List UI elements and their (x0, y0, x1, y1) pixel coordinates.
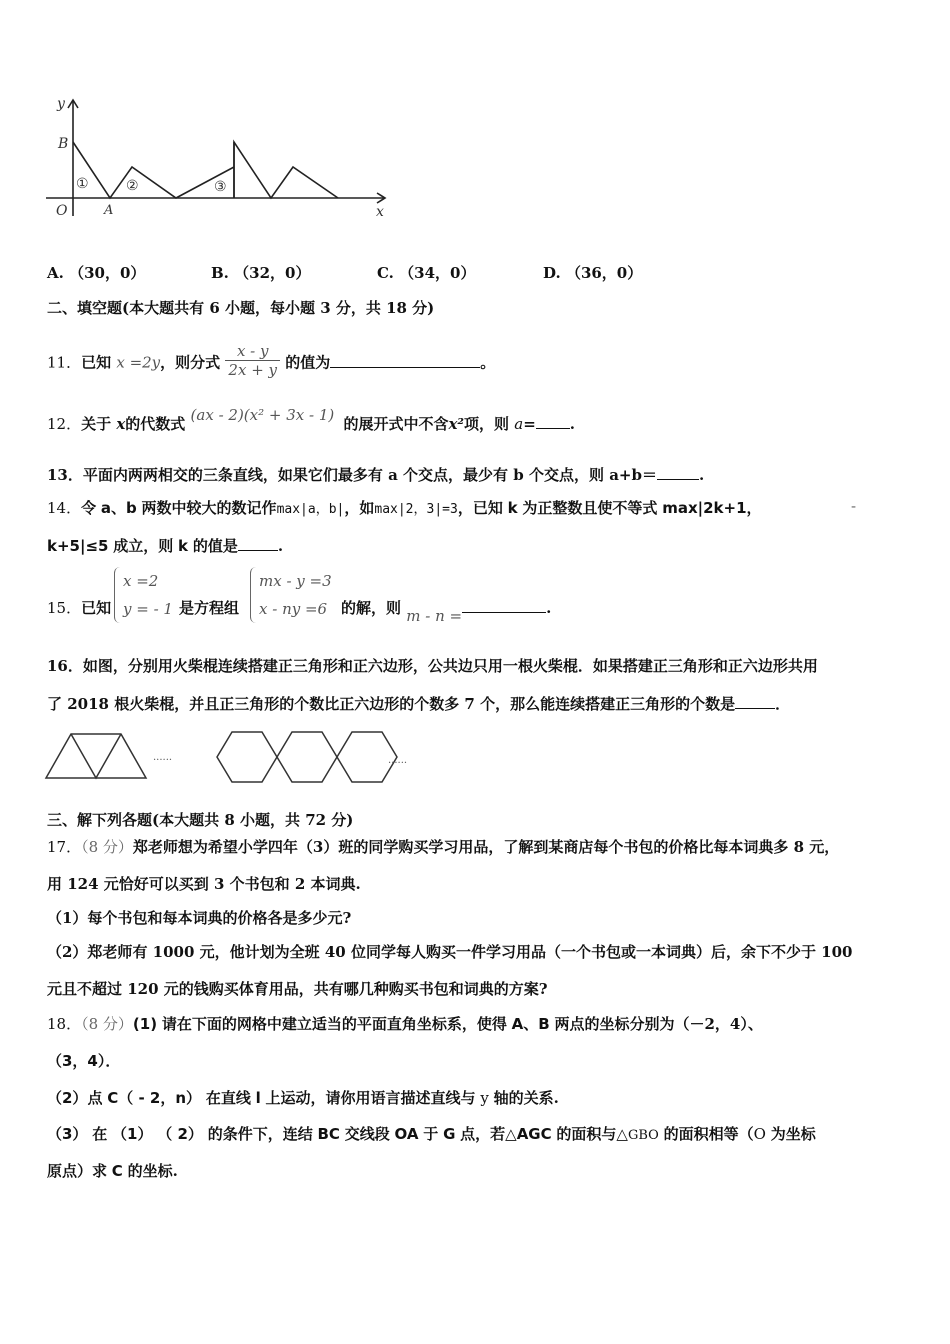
q15-tail: 的解，则 m - n = . (341, 599, 552, 625)
question-17-part-2-line-2: 元且不超过 120 元的钱购买体育用品，共有哪几种购买书包和词典的方案? (47, 980, 548, 998)
option-a: A. （30，0） (47, 264, 146, 282)
q12-answer-blank[interactable] (536, 414, 570, 429)
question-18-line-2: （3，4）． (47, 1052, 121, 1070)
hexagon-dots: ...... (388, 755, 408, 766)
question-18-part-3-line-2: 原点）求 C 的坐标. (47, 1162, 178, 1180)
point-b-label: B (58, 136, 69, 152)
q11-numerator: x - y (225, 342, 280, 361)
triangle-strip-inner (71, 734, 121, 778)
zigzag-figure (40, 92, 400, 224)
question-17-part-2-line-1: （2）郑老师有 1000 元，他计划为全班 40 位同学每人购买一件学习用品（一个书包或一本词典）后，余下不少于 100 (47, 943, 853, 961)
q12-expression: (ax - 2)(x² + 3x - 1) (190, 406, 335, 424)
question-18-line-1: 18．（8 分）(1) 请在下面的网格中建立适当的平面直角坐标系，使得 A、B 两点的坐标分别为（－2，4）、 (47, 1015, 763, 1033)
q15-answer-blank[interactable] (462, 598, 546, 613)
question-13: 13．平面内两两相交的三条直线，如果它们最多有 a 个交点，最少有 b 个交点，则 a+b＝ . (47, 466, 705, 484)
question-17-line-1: 17．（8 分）郑老师想为希望小学四年（3）班的同学购买学习用品，了解到某商店每个书包的价格比每本词典多 8 元， (47, 838, 840, 856)
q13-answer-blank[interactable] (657, 465, 699, 480)
option-c: C. （34，0） (377, 264, 476, 282)
q11-denominator: 2x + y (228, 361, 278, 379)
point-a-label: A (104, 203, 114, 218)
section-2-heading: 二、填空题(本大题共有 6 小题，每小题 3 分，共 18 分) (47, 299, 435, 317)
triangle-strip-outline (46, 734, 146, 778)
origin-label: O (56, 203, 68, 219)
question-17-part-1: （1）每个书包和每本词典的价格各是多少元? (47, 909, 352, 927)
question-16-line-2: 了 2018 根火柴棍，并且正三角形的个数比正六边形的个数多 7 个，那么能连续搭建正三角形的个数是 ． (47, 695, 791, 713)
option-d: D. （36，0） (543, 264, 643, 282)
x-axis-label: x (376, 204, 384, 220)
triangle-mark-3: ③ (214, 179, 227, 195)
question-12: 12．关于 x的代数式 (ax - 2)(x² + 3x - 1) 的展开式中不含x²项，则 a= . (47, 406, 576, 433)
question-11: 11．已知 x =2y，则分式 $\frac{x - y}{2x + y}$ 的值为 。 (47, 342, 496, 379)
y-axis-label: y (57, 96, 65, 112)
triangle-dots: ...... (153, 752, 173, 763)
question-18-part-2: （2）点 C（ - 2，n） 在直线 l 上运动，请你用语言描述直线与 y 轴的关系. (47, 1089, 559, 1107)
hexagon-2 (277, 732, 337, 782)
q15-text-2: 是方程组 (179, 599, 240, 617)
q15-system-1: x =2 y = - 1 (114, 567, 173, 623)
q11-number: 11． (47, 353, 82, 372)
question-18-part-3-line-1: （3） 在 （1） （ 2） 的条件下，连结 BC 交线段 OA 于 G 点，若△AGC 的面积与△GBO 的面积相等（O 为坐标 (47, 1125, 816, 1143)
triangle-chain (73, 142, 338, 198)
question-14-line-1: 14．令 a、b 两数中较大的数记作max|a，b|，如max|2，3|=3，已知 k 为正整数且使不等式 max|2k+1， (47, 499, 762, 517)
q14-answer-blank[interactable] (238, 536, 278, 551)
q11-condition: x =2y (116, 353, 161, 372)
question-15: 15．已知 (47, 599, 112, 617)
question-14-line-2: k+5|≤5 成立，则 k 的值是 . (47, 537, 284, 555)
question-14-dash: - (851, 497, 857, 515)
q11-answer-blank[interactable] (330, 353, 480, 368)
matchstick-figure (40, 722, 420, 786)
q11-fraction (225, 342, 280, 379)
q15-system-2: mx - y =3 x - ny =6 (250, 567, 332, 623)
q16-answer-blank[interactable] (735, 694, 775, 709)
question-17-line-2: 用 124 元恰好可以买到 3 个书包和 2 本词典. (47, 875, 361, 893)
triangle-mark-2: ② (126, 178, 139, 194)
hexagon-1 (217, 732, 277, 782)
section-3-heading: 三、解下列各题(本大题共 8 小题，共 72 分) (47, 811, 354, 829)
question-16-line-1: 16．如图，分别用火柴棍连续搭建正三角形和正六边形，公共边只用一根火柴棍．如果搭建正三角形和正六边形共用 (47, 657, 818, 675)
option-b: B. （32，0） (211, 264, 311, 282)
triangle-mark-1: ① (76, 176, 89, 192)
